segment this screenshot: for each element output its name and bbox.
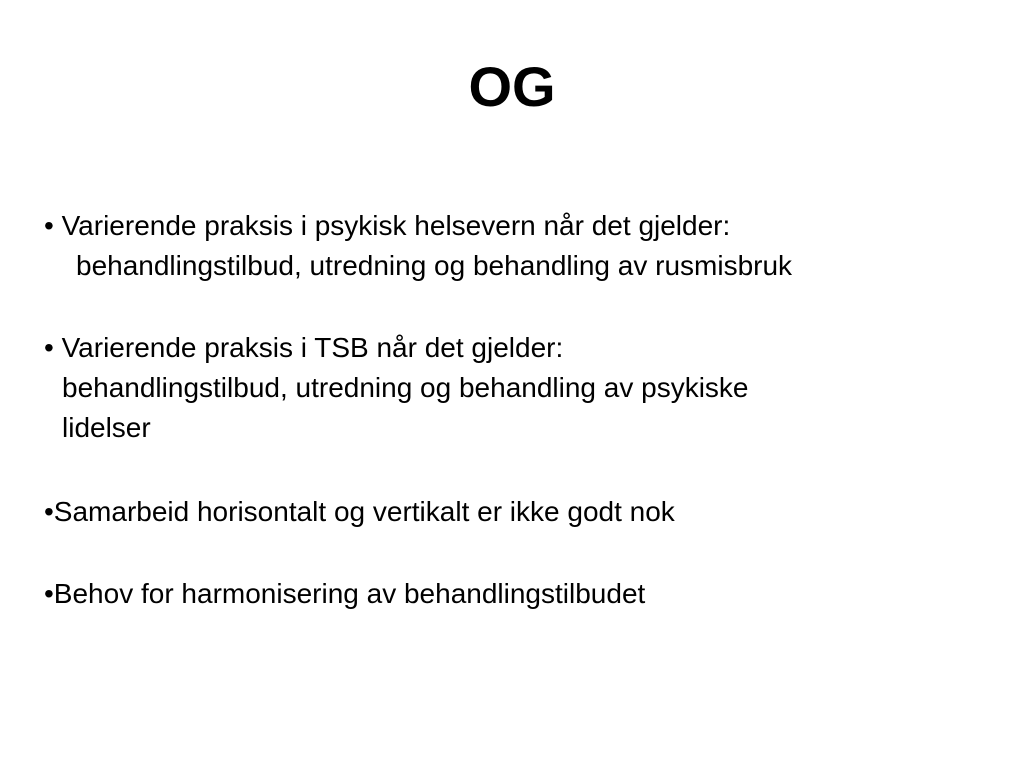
bullet-text-continuation: behandlingstilbud, utredning og behandling av rusmisbruk [76, 250, 793, 281]
bullet-item [44, 574, 645, 614]
bullet-text: • Varierende praksis i TSB når det gjelder: [44, 332, 564, 363]
bullet-text-continuation: behandlingstilbud, utredning og behandling av psykiske [62, 372, 749, 403]
bullet-text: •Behov for harmonisering av behandlingstilbudet [44, 578, 646, 609]
bullet-item [44, 328, 749, 448]
bullet-item [44, 492, 675, 532]
bullet-text-continuation: lidelser [62, 412, 151, 443]
bullet-text: •Samarbeid horisontalt og vertikalt er ikke godt nok [44, 496, 675, 527]
bullet-item [44, 206, 792, 286]
slide-title: OG [468, 55, 556, 118]
bullet-text: • Varierende praksis i psykisk helsevern når det gjelder: [44, 210, 731, 241]
